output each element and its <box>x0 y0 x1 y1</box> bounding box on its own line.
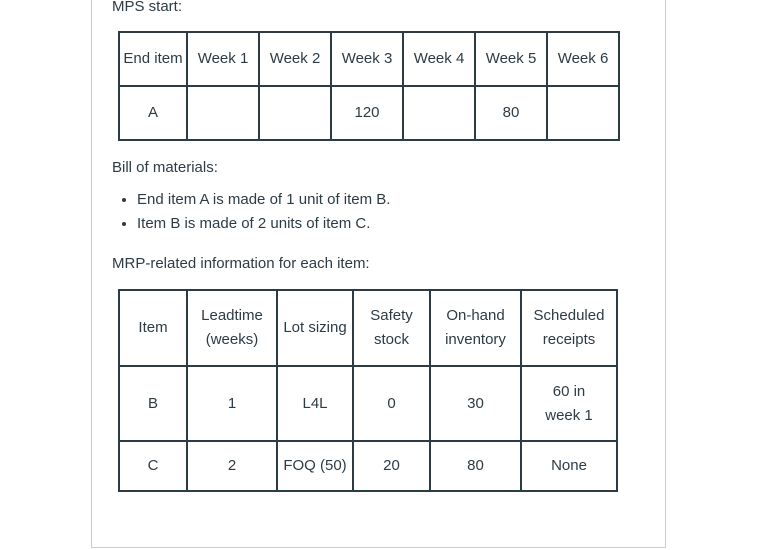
mrp-cell-leadtime: 2 <box>187 441 277 491</box>
bom-item: • Item B is made of 2 units of item C. <box>137 212 390 236</box>
mrp-label: MRP-related information for each item: <box>112 255 370 272</box>
bom-list <box>112 188 390 236</box>
mrp-header-lot-sizing-text: Lot sizing <box>283 319 347 336</box>
bom-item: • End item A is made of 1 unit of item B. <box>137 188 390 212</box>
mrp-header-on-hand-line2: inventory <box>445 331 506 348</box>
question-panel <box>91 0 666 548</box>
mps-header-week-1: Week 1 <box>187 32 259 86</box>
mps-header-row <box>119 32 619 86</box>
mrp-header-row <box>119 290 617 366</box>
mrp-header-item <box>119 290 187 366</box>
mrp-cell-leadtime: 1 <box>187 366 277 441</box>
mrp-header-safety-stock-line1: Safety <box>370 307 413 324</box>
mrp-header-scheduled-line2: receipts <box>542 331 596 348</box>
mrp-cell-safety-stock: 0 <box>353 366 430 441</box>
mrp-header-lot-sizing <box>277 290 353 366</box>
mps-cell-week-3: 120 <box>331 86 403 140</box>
mrp-row-c <box>119 441 617 491</box>
mrp-table <box>118 289 618 492</box>
mrp-cell-scheduled-line1: 60 in <box>552 382 586 400</box>
mrp-header-on-hand-line1: On-hand <box>446 307 505 324</box>
mrp-header-leadtime <box>187 290 277 366</box>
mps-cell-week-6 <box>547 86 619 140</box>
bom-label: Bill of materials: <box>112 159 218 176</box>
mps-cell-end-item: A <box>119 86 187 140</box>
mrp-header-scheduled-line1: Scheduled <box>533 307 605 324</box>
mrp-header-leadtime-line2: (weeks) <box>205 331 259 348</box>
mrp-cell-item: C <box>119 441 187 491</box>
mps-header-week-3: Week 3 <box>331 32 403 86</box>
mrp-header-on-hand <box>430 290 521 366</box>
mrp-cell-on-hand: 80 <box>430 441 521 491</box>
mrp-cell-lot-sizing: FOQ (50) <box>277 441 353 491</box>
mps-header-week-2: Week 2 <box>259 32 331 86</box>
mrp-cell-on-hand: 30 <box>430 366 521 441</box>
mps-cell-week-2 <box>259 86 331 140</box>
mrp-header-item-text: Item <box>138 319 168 336</box>
mps-cell-week-1 <box>187 86 259 140</box>
mrp-header-scheduled <box>521 290 617 366</box>
mps-table <box>118 31 620 141</box>
mrp-cell-scheduled: None <box>521 441 617 491</box>
mrp-cell-scheduled <box>521 366 617 441</box>
mrp-cell-safety-stock: 20 <box>353 441 430 491</box>
mrp-row-b <box>119 366 617 441</box>
mrp-header-safety-stock <box>353 290 430 366</box>
mps-cell-week-5: 80 <box>475 86 547 140</box>
mps-label: MPS start: <box>112 0 183 15</box>
mps-cell-week-4 <box>403 86 475 140</box>
mps-header-end-item: End item <box>119 32 187 86</box>
mps-header-week-6: Week 6 <box>547 32 619 86</box>
mrp-header-safety-stock-line2: stock <box>373 331 409 348</box>
mps-header-week-5: Week 5 <box>475 32 547 86</box>
mrp-header-leadtime-line1: Leadtime <box>201 307 263 324</box>
mps-data-row <box>119 86 619 140</box>
mrp-cell-scheduled-line2: week 1 <box>545 406 593 424</box>
mps-header-week-4: Week 4 <box>403 32 475 86</box>
mrp-cell-item: B <box>119 366 187 441</box>
mrp-cell-lot-sizing: L4L <box>277 366 353 441</box>
